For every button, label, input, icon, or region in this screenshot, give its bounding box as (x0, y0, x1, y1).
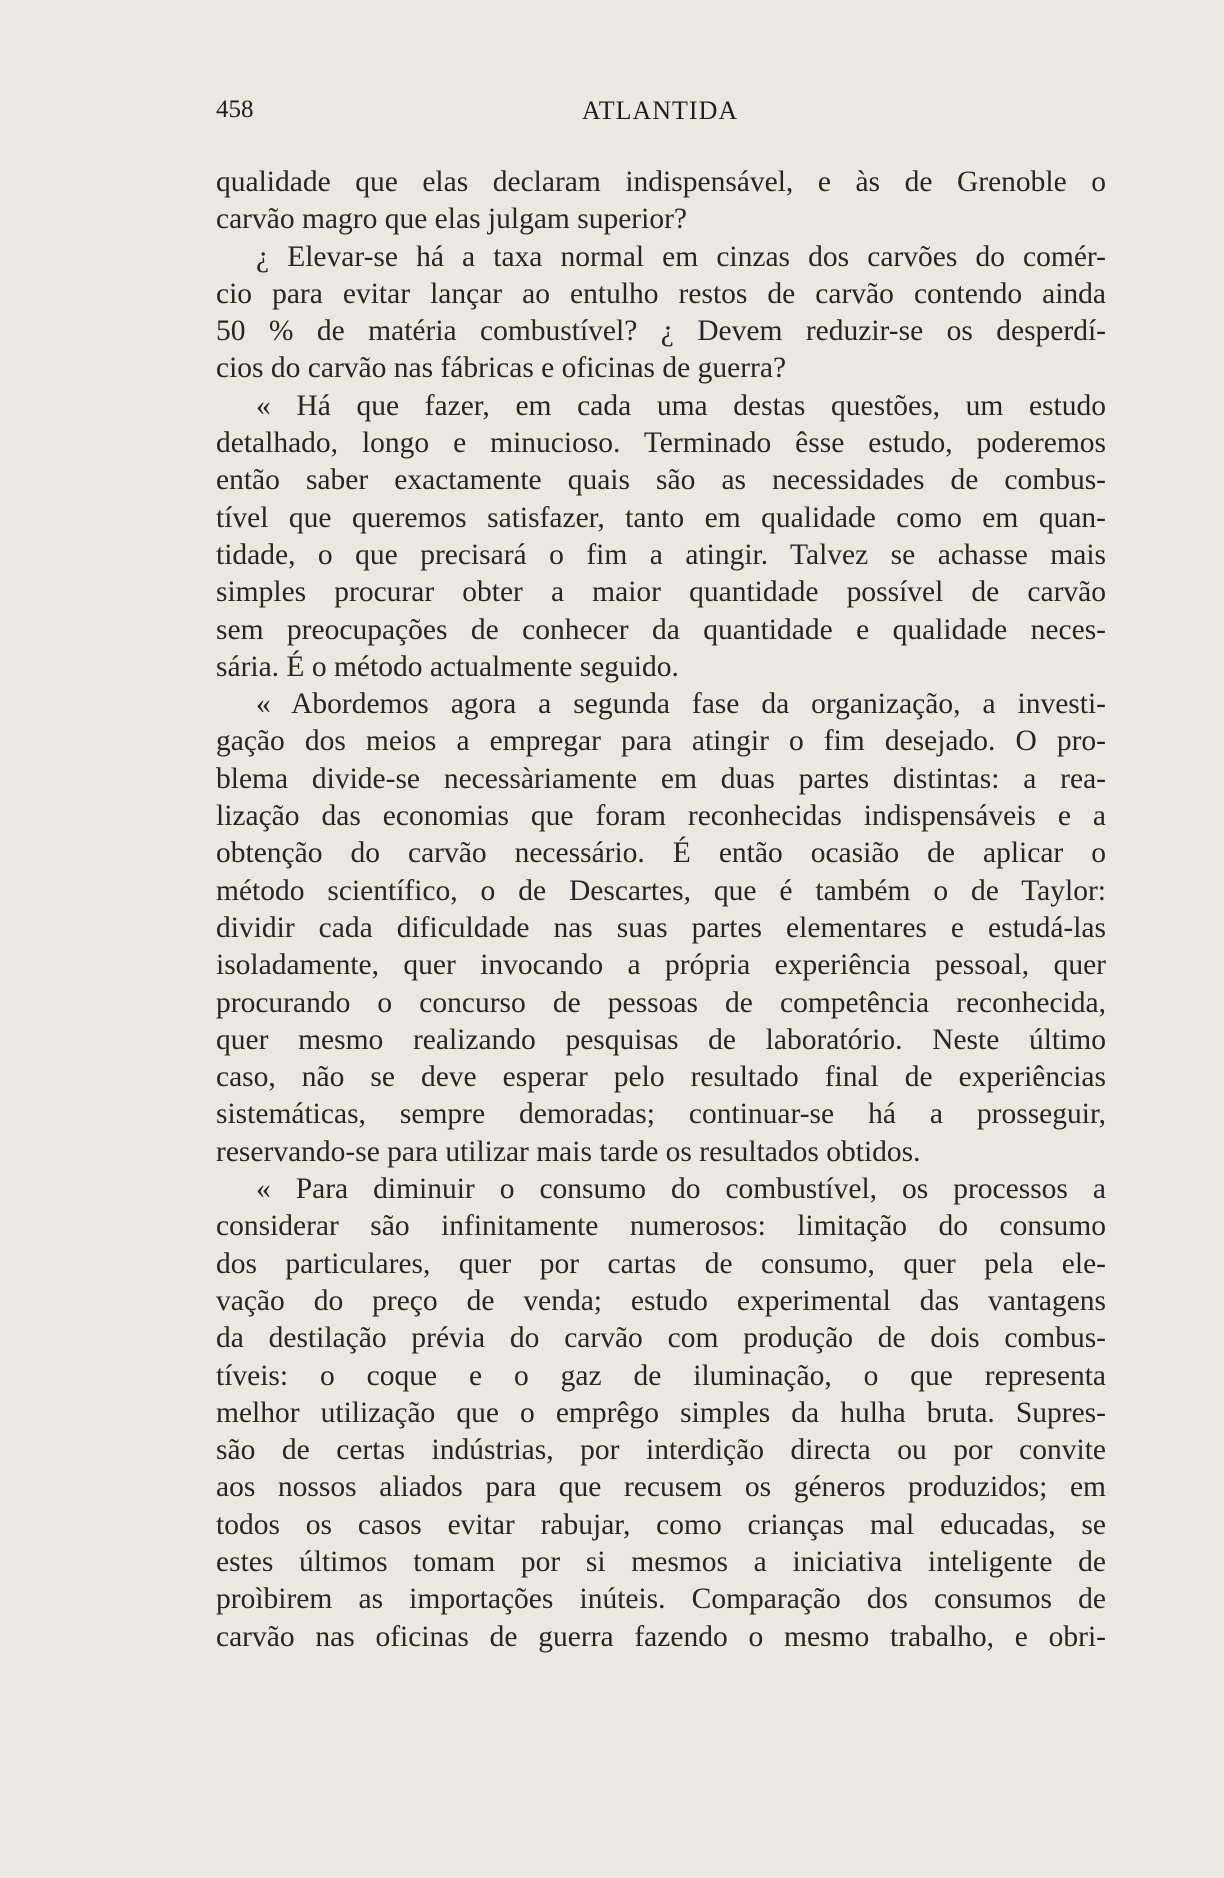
text-line: todos os casos evitar rabujar, como crianças mal educadas, se (216, 1508, 1106, 1541)
text-line: considerar são infinitamente numerosos: limitação do consumo (216, 1210, 1106, 1243)
text-line: método scientífico, o de Descartes, que é também o de Taylor: (216, 874, 1106, 907)
text-line: vação do preço de venda; estudo experimental das vantagens (216, 1284, 1106, 1317)
text-line: « Para diminuir o consumo do combustível, os processos a (256, 1173, 1106, 1206)
text-line: obtenção do carvão necessário. É então ocasião de aplicar o (216, 837, 1106, 870)
text-line: estes últimos tomam por si mesmos a iniciativa inteligente de (216, 1545, 1106, 1578)
text-line: cio para evitar lançar ao entulho restos de carvão contendo ainda (216, 277, 1106, 310)
text-line: cios do carvão nas fábricas e oficinas de guerra? (216, 352, 787, 385)
text-line: dividir cada dificuldade nas suas partes elementares e estudá-las (216, 911, 1106, 944)
text-line: sária. É o método actualmente seguido. (216, 650, 679, 683)
text-line: reservando-se para utilizar mais tarde os resultados obtidos. (216, 1135, 921, 1168)
text-line: tível que queremos satisfazer, tanto em qualidade como em quan- (216, 501, 1106, 534)
text-line: lização das economias que foram reconhecidas indispensáveis e a (216, 800, 1106, 833)
text-line: 50 % de matéria combustível? ¿ Devem reduzir-se os desperdí- (216, 315, 1106, 348)
running-head (216, 96, 1104, 132)
text-line: da destilação prévia do carvão com produção de dois combus- (216, 1322, 1106, 1355)
text-line: então saber exactamente quais são as necessidades de combus- (216, 464, 1106, 497)
text-line: ¿ Elevar-se há a taxa normal em cinzas dos carvões do comér- (256, 240, 1106, 273)
text-line: isoladamente, quer invocando a própria experiência pessoal, quer (216, 949, 1106, 982)
text-line: sistemáticas, sempre demoradas; continuar-se há a prosseguir, (216, 1098, 1106, 1131)
text-line: tidade, o que precisará o fim a atingir. Talvez se achasse mais (216, 538, 1106, 571)
text-line: tíveis: o coque e o gaz de iluminação, o que representa (216, 1359, 1106, 1392)
text-line: aos nossos aliados para que recusem os géneros produzidos; em (216, 1471, 1106, 1504)
text-line: procurando o concurso de pessoas de competência reconhecida, (216, 986, 1106, 1019)
text-line: qualidade que elas declaram indispensável, e às de Grenoble o (216, 166, 1106, 198)
body-text (216, 164, 1106, 1656)
text-line: quer mesmo realizando pesquisas de laboratório. Neste último (216, 1023, 1106, 1056)
text-line: proìbirem as importações inúteis. Comparação dos consumos de (216, 1583, 1106, 1616)
text-line: carvão magro que elas julgam superior? (216, 203, 687, 236)
text-line: « Abordemos agora a segunda fase da organização, a investi- (256, 688, 1106, 721)
text-line: carvão nas oficinas de guerra fazendo o mesmo trabalho, e obri- (216, 1620, 1106, 1653)
text-line: gação dos meios a empregar para atingir o fim desejado. O pro- (216, 725, 1106, 758)
running-title: ATLANTIDA (581, 96, 739, 125)
text-line: são de certas indústrias, por interdição directa ou por convite (216, 1434, 1106, 1467)
text-line: simples procurar obter a maior quantidade possível de carvão (216, 576, 1106, 609)
text-line: « Há que fazer, em cada uma destas questões, um estudo (256, 389, 1106, 422)
text-line: sem preocupações de conhecer da quantidade e qualidade neces- (216, 613, 1106, 646)
text-line: melhor utilização que o emprêgo simples da hulha bruta. Supres- (216, 1396, 1106, 1429)
text-line: dos particulares, quer por cartas de consumo, quer pela ele- (216, 1247, 1106, 1280)
page-number: 458 (216, 96, 254, 123)
text-line: blema divide-se necessàriamente em duas partes distintas: a rea- (216, 762, 1106, 795)
text-line: caso, não se deve esperar pelo resultado final de experiências (216, 1061, 1106, 1094)
text-line: detalhado, longo e minucioso. Terminado êsse estudo, poderemos (216, 427, 1106, 460)
